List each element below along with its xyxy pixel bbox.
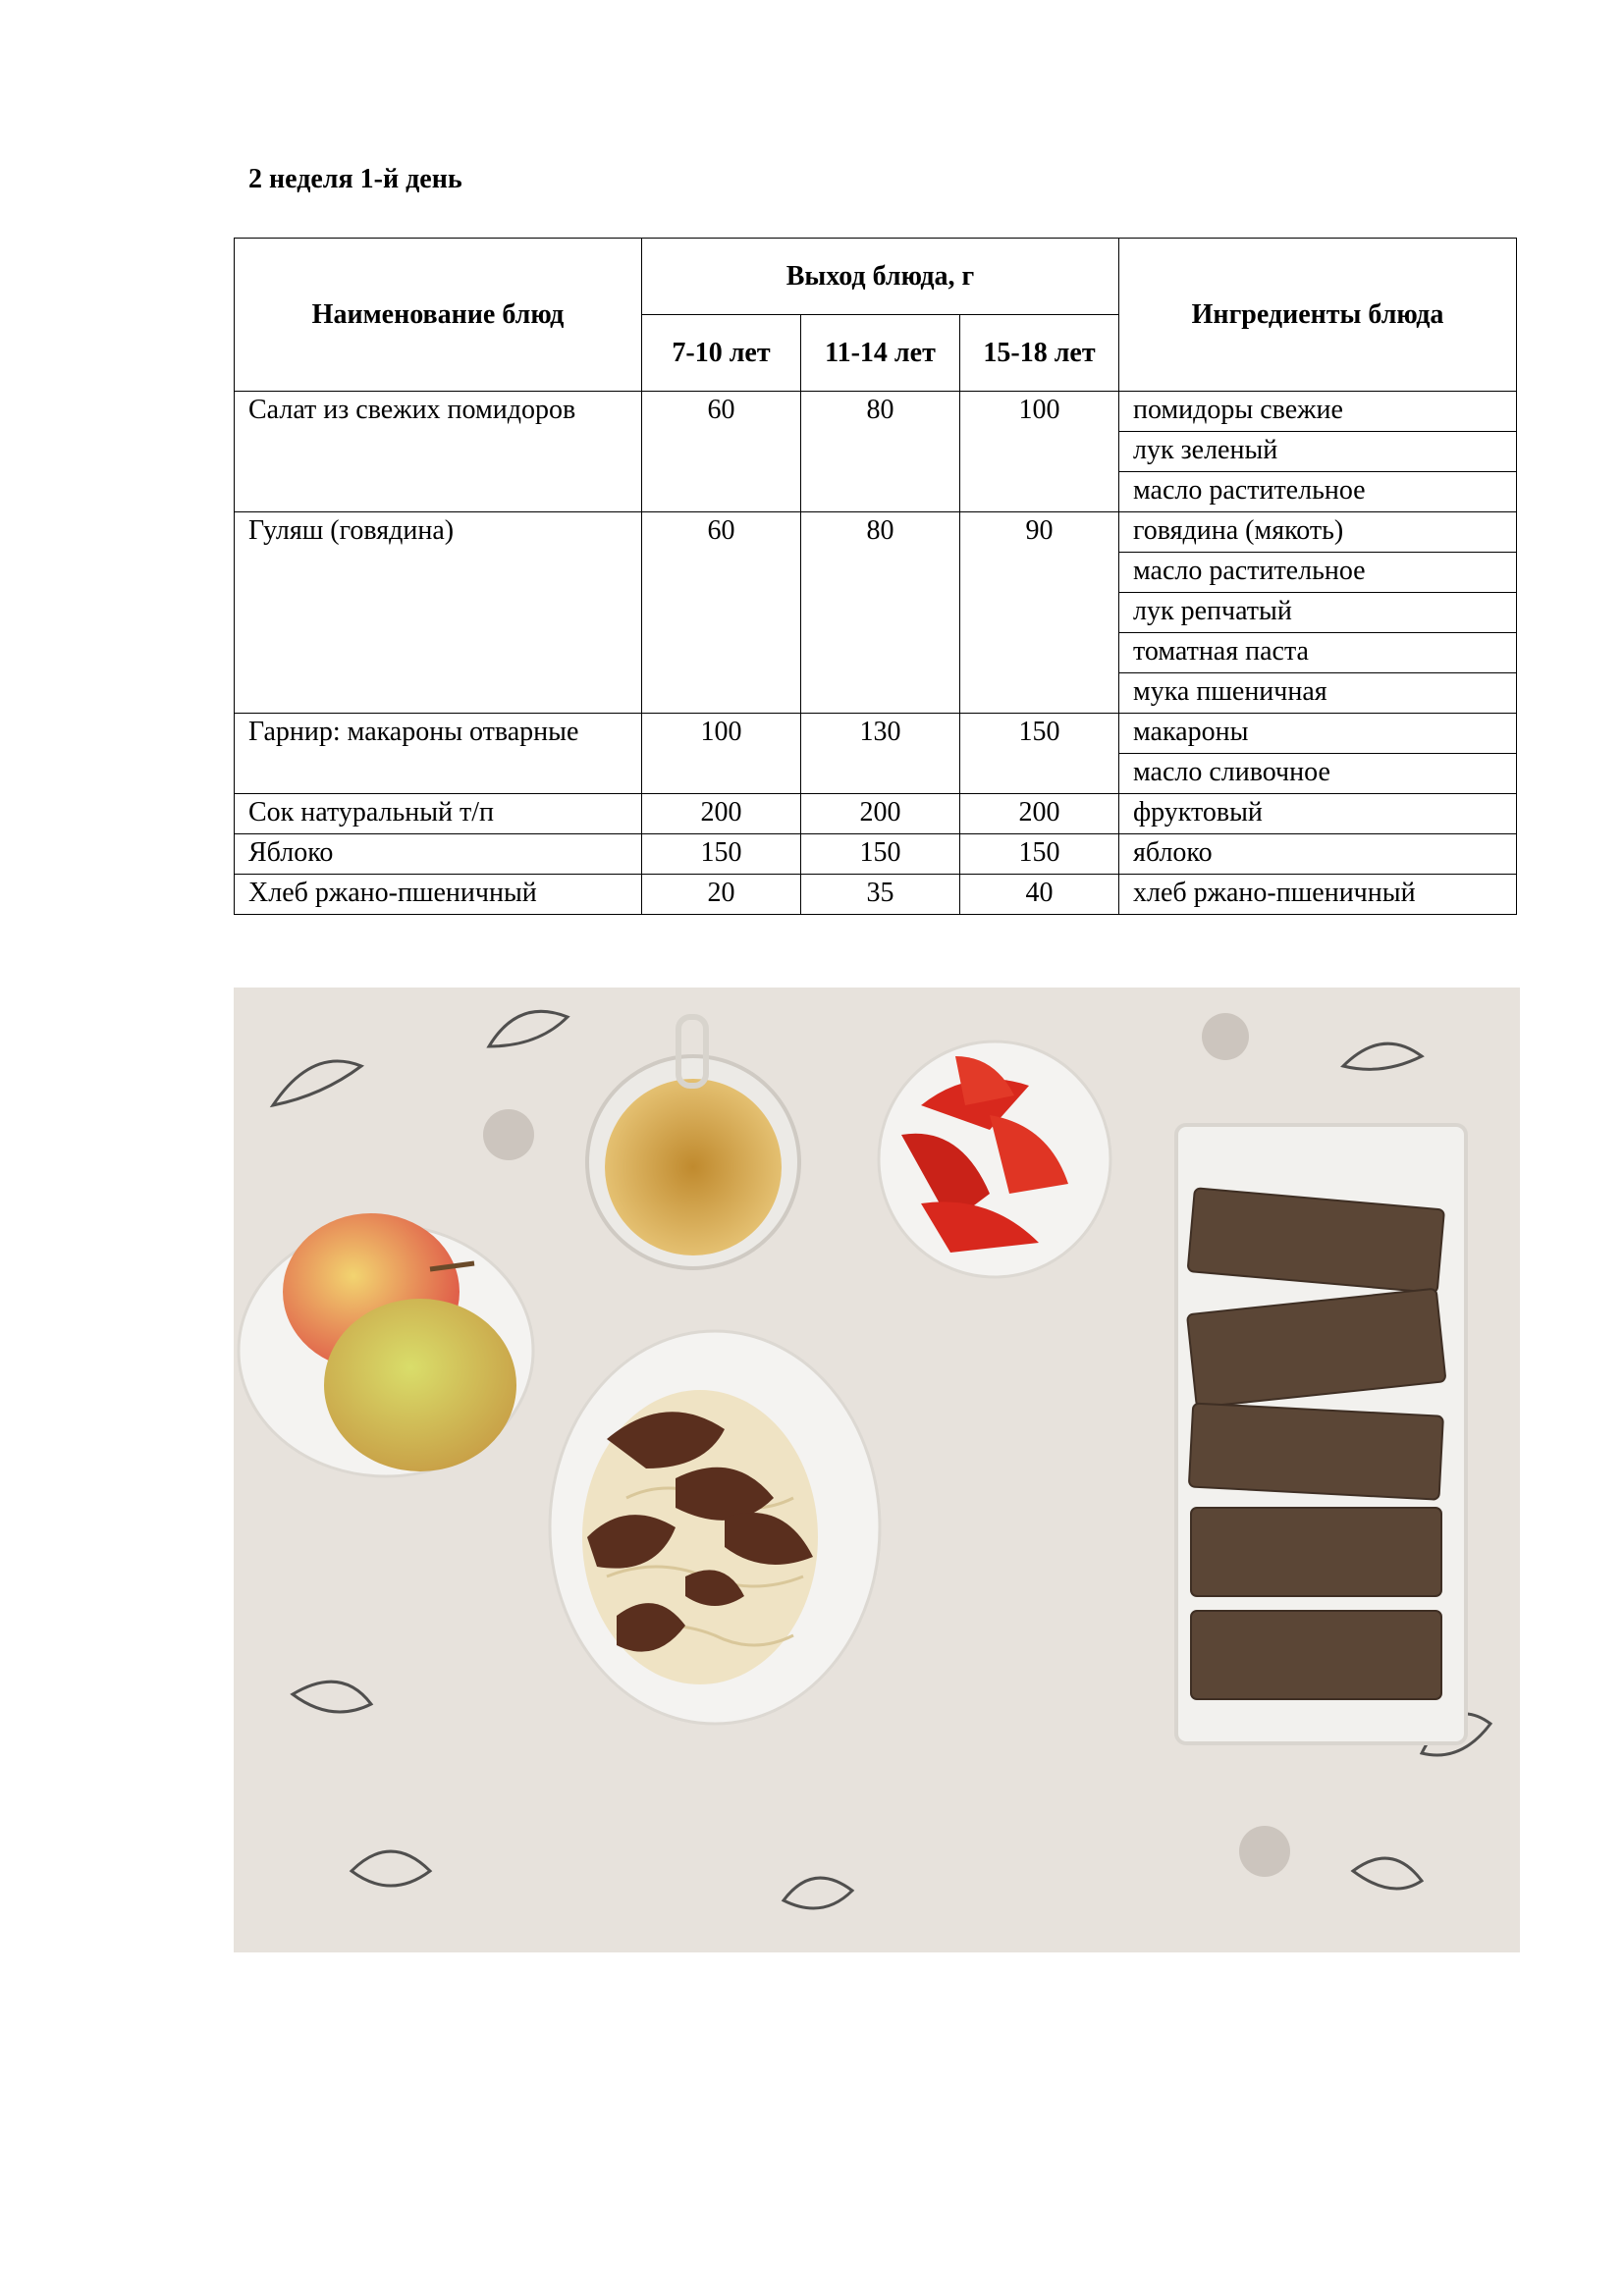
table-row	[235, 834, 1517, 875]
yield-cell: 20	[642, 875, 801, 915]
column-header-ingredients: Ингредиенты блюда	[1119, 239, 1517, 392]
goulash-plate	[550, 1331, 880, 1724]
ingredient-cell: мука пшеничная	[1119, 673, 1517, 714]
bread-basket	[1176, 1125, 1466, 1743]
yield-cell: 200	[801, 794, 960, 834]
table-row	[235, 875, 1517, 915]
meal-photo	[234, 988, 1520, 1952]
yield-cell: 40	[960, 875, 1119, 915]
column-header-yield: Выход блюда, г	[642, 239, 1119, 315]
dish-name-cell: Сок натуральный т/п	[235, 794, 642, 834]
ingredient-cell: масло растительное	[1119, 472, 1517, 512]
dish-name-cell: Салат из свежих помидоров	[235, 392, 642, 512]
dish-name-cell: Гарнир: макароны отварные	[235, 714, 642, 794]
yield-cell: 35	[801, 875, 960, 915]
yield-cell: 80	[801, 392, 960, 512]
menu-table-body	[235, 392, 1517, 915]
ingredient-cell: масло растительное	[1119, 553, 1517, 593]
yield-cell: 130	[801, 714, 960, 794]
ingredient-cell: масло сливочное	[1119, 754, 1517, 794]
page-title: 2 неделя 1-й день	[248, 164, 462, 194]
column-header-age-7-10: 7-10 лет	[642, 315, 801, 392]
yield-cell: 200	[960, 794, 1119, 834]
table-row	[235, 794, 1517, 834]
yield-cell: 60	[642, 392, 801, 512]
ingredient-cell: томатная паста	[1119, 633, 1517, 673]
dish-name-cell: Яблоко	[235, 834, 642, 875]
ingredient-cell: лук зеленый	[1119, 432, 1517, 472]
ingredient-cell: говядина (мякоть)	[1119, 512, 1517, 553]
ingredient-cell: хлеб ржано-пшеничный	[1119, 875, 1517, 915]
tomato-salad-bowl	[879, 1041, 1110, 1277]
table-row	[235, 512, 1517, 553]
dish-name-cell: Хлеб ржано-пшеничный	[235, 875, 642, 915]
yield-cell: 150	[801, 834, 960, 875]
yield-cell: 80	[801, 512, 960, 714]
table-row	[235, 714, 1517, 754]
column-header-age-15-18: 15-18 лет	[960, 315, 1119, 392]
yield-cell: 150	[642, 834, 801, 875]
column-header-dish-name: Наименование блюд	[235, 239, 642, 392]
table-row	[235, 392, 1517, 432]
ingredient-cell: лук репчатый	[1119, 593, 1517, 633]
yield-cell: 150	[960, 714, 1119, 794]
yield-cell: 100	[642, 714, 801, 794]
ingredient-cell: яблоко	[1119, 834, 1517, 875]
yield-cell: 60	[642, 512, 801, 714]
dish-name-cell: Гуляш (говядина)	[235, 512, 642, 714]
yield-cell: 150	[960, 834, 1119, 875]
ingredient-cell: фруктовый	[1119, 794, 1517, 834]
ingredient-cell: помидоры свежие	[1119, 392, 1517, 432]
yield-cell: 200	[642, 794, 801, 834]
ingredient-cell: макароны	[1119, 714, 1517, 754]
yield-cell: 100	[960, 392, 1119, 512]
meal-photo-illustration	[234, 988, 1520, 1952]
menu-table	[234, 238, 1517, 915]
yield-cell: 90	[960, 512, 1119, 714]
column-header-age-11-14: 11-14 лет	[801, 315, 960, 392]
